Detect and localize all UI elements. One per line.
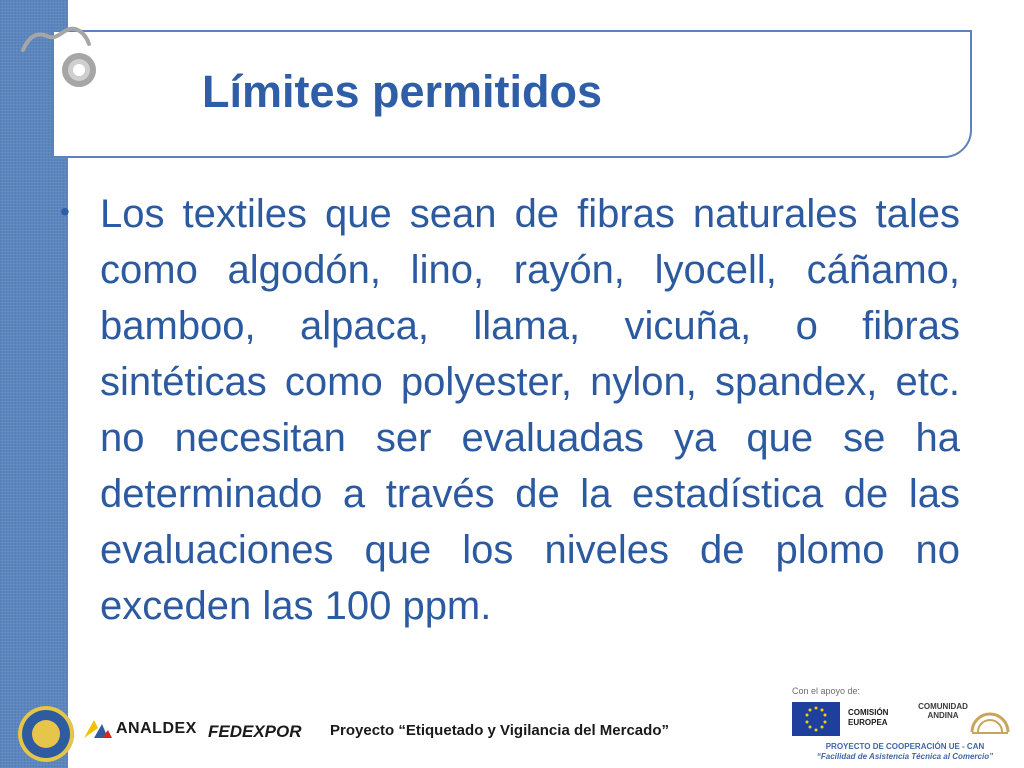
eu-flag-icon xyxy=(792,702,840,736)
footer xyxy=(0,686,1024,768)
seal-center xyxy=(32,720,60,748)
comunidad-andina-logo-icon xyxy=(968,702,1012,736)
technical-assistance-line: “Facilidad de Asistencia Técnica al Comercio” xyxy=(816,752,994,761)
bullet-list xyxy=(60,186,960,634)
cooperation-project-line: PROYECTO DE COOPERACIÓN UE - CAN xyxy=(825,742,985,751)
fedexpor-logo: FEDEXPOR xyxy=(208,722,302,741)
camara-de-comercio-seal-icon xyxy=(18,706,74,762)
slide-title: Límites permitidos xyxy=(201,66,603,117)
bullet-marker: • xyxy=(60,196,70,227)
can-name: COMUNIDAD ANDINA xyxy=(918,702,968,720)
support-label: Con el apoyo de: xyxy=(792,686,861,696)
eu-name: COMISIÓN EUROPEA xyxy=(848,708,889,727)
analdex-logo xyxy=(84,720,197,738)
analdex-mark-icon xyxy=(84,720,112,738)
project-name: Proyecto “Etiquetado y Vigilancia del Mercado” xyxy=(330,722,669,739)
analdex-logo-text: ANALDEX xyxy=(116,720,197,737)
bullet-text: Los textiles que sean de fibras naturales tales como algodón, lino, rayón, lyocell, cáñamo, bamboo, alpaca, llama, vicuña, o fibras sintéticas como polyester, nylon, spandex, etc. no necesitan ser evaluadas ya que se ha determinado a través de la estadística de las evaluaciones que los niveles de plomo no exceden las 100 ppm. xyxy=(100,192,960,628)
